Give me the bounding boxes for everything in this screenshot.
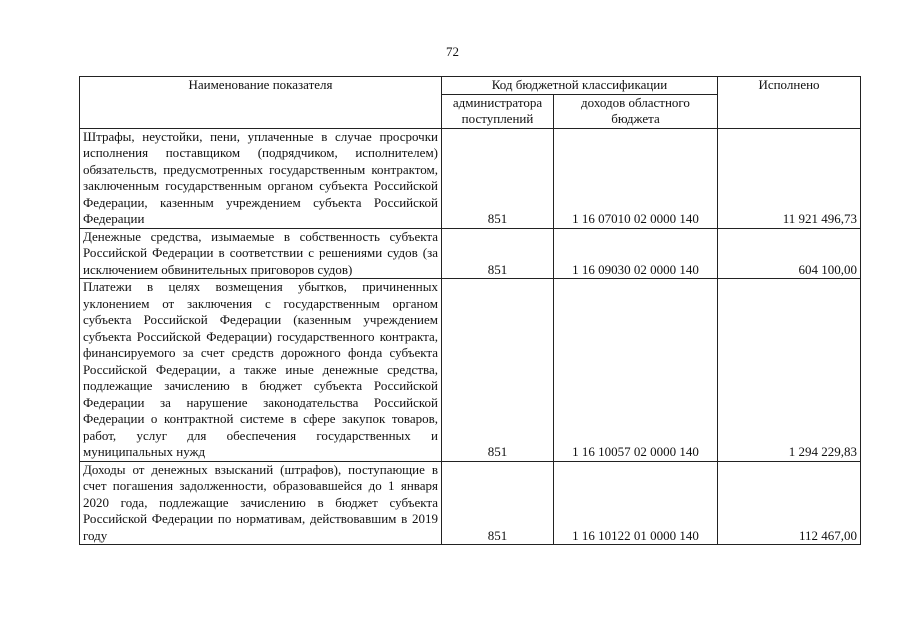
row-admin-code: 851 xyxy=(442,228,554,279)
table-row xyxy=(80,228,861,279)
row-amount: 604 100,00 xyxy=(718,228,861,279)
row-amount: 112 467,00 xyxy=(718,461,861,545)
row-admin-code: 851 xyxy=(442,279,554,462)
header-executed: Исполнено xyxy=(718,77,861,129)
row-name: Платежи в целях возмещения убытков, причиненных уклонением от заключения с государственным органом субъекта Российской Федерации (казенным учреждением субъекта Российской Федерации) государственного контракта, финансируемого за счет средств дорожного фонда субъекта Российской Федерации, а также иные денежные средства, подлежащие зачислению в бюджет субъекта Российской Федерации за нарушение законодательства Российской Федерации о контрактной системе в сфере закупок товаров, работ, услуг для обеспечения государственных и муниципальных нужд xyxy=(80,279,442,462)
budget-table xyxy=(79,76,861,545)
row-amount: 11 921 496,73 xyxy=(718,128,861,228)
row-name: Доходы от денежных взысканий (штрафов), поступающие в счет погашения задолженности, образовавшейся до 1 января 2020 года, подлежащие зачислению в бюджет субъекта Российской Федерации по нормативам, действовавшим в 2019 году xyxy=(80,461,442,545)
table-row xyxy=(80,128,861,228)
page-number: 72 xyxy=(446,44,459,59)
row-revenue-code: 1 16 07010 02 0000 140 xyxy=(554,128,718,228)
row-name: Штрафы, неустойки, пени, уплаченные в случае просрочки исполнения поставщиком (подрядчиком, исполнителем) обязательств, предусмотренных государственным контрактом, заключенным государственным органом субъекта Российской Федерации, казенным учреждением субъекта Российской Федерации xyxy=(80,128,442,228)
row-admin-code: 851 xyxy=(442,461,554,545)
row-admin-code: 851 xyxy=(442,128,554,228)
table-row xyxy=(80,461,861,545)
header-revenue: доходов областного бюджета xyxy=(554,94,718,128)
header-row xyxy=(80,77,861,95)
header-code-group: Код бюджетной классификации xyxy=(442,77,718,95)
header-admin: администратора поступлений xyxy=(442,94,554,128)
table-row xyxy=(80,279,861,462)
row-revenue-code: 1 16 10122 01 0000 140 xyxy=(554,461,718,545)
header-name: Наименование показателя xyxy=(80,77,442,129)
row-revenue-code: 1 16 10057 02 0000 140 xyxy=(554,279,718,462)
row-amount: 1 294 229,83 xyxy=(718,279,861,462)
row-name: Денежные средства, изымаемые в собственность субъекта Российской Федерации в соответствии с решениями судов (за исключением обвинительных приговоров судов) xyxy=(80,228,442,279)
row-revenue-code: 1 16 09030 02 0000 140 xyxy=(554,228,718,279)
